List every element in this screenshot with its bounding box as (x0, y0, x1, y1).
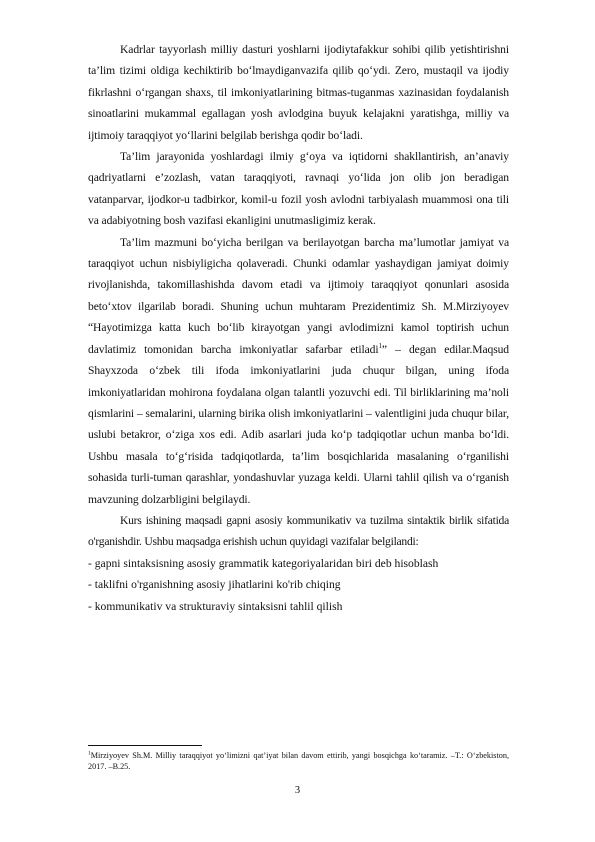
paragraph-1: Kadrlar tayyorlash milliy dasturi yoshlarni ijodiytafakkur sohibi qilib yetishtirishni ta’lim tizimi oldiga kechiktirib bo‘lmaydiganvazifa qilib qo‘ydi. Zero, mustaqil va ijodiy fikrlashni o‘rgangan shaxs, til imkoniyatlarining bitmas-tuganmas xazinasidan foydalanish sinoatlarini mukammal egallagan yosh avlodgina buyuk kelajakni yaratishga, milliy va ijtimoiy taraqqiyot yo‘llarini belgilab berishga qodir bo‘ladi. (88, 43, 509, 142)
footnote-marker: 1 (88, 750, 91, 757)
footnote-divider (88, 745, 202, 746)
task-item: - gapni sintaksisning asosiy grammatik kategoriyalaridan biri deb hisoblash (88, 556, 439, 570)
paragraph-3 (88, 232, 509, 510)
paragraph-2: Ta’lim jarayonida yoshlardagi ilmiy g‘oya va iqtidorni shakllantirish, an’anaviy qadriyatlarni e’zozlash, vatan taraqqiyoti, ravnaqi yo‘lida jon olib jon beradigan vatanparvar, ijodkor-u tadbirkor, komil-u fozil yosh avlodni tarbiyalash muammosi ona tili va adabiyotning bosh vazifasi ekanligini unutmasligimiz kerak. (88, 150, 509, 228)
footnote-text: Mirziyoyev Sh.M. Milliy taraqqiyot yo‘limizni qat’iyat bilan davom ettirib, yangi bosqichga ko‘taramiz. –T.: O‘zbekiston, 2017. –B.25. (88, 751, 509, 771)
footnote-reference: 1 (378, 341, 382, 350)
footnote (88, 751, 509, 772)
paragraph-3-part-2: ” – degan edilar.Maqsud Shayxzoda o‘zbek tili ifoda imkoniyatlarini juda chuqur bilgan, uning ifoda imkoniyatlaridan mohirona foydalana olgan talantli yozuvchi edi. Til birliklarining ma’noli qismlarini – semalarini, ularning birika olish imkoniyatlarini – valentligini juda chuqur bilar, uslubi betakror, o‘ziga xos edi. Adib asarlari juda ko‘p tadqiqotlar uchun manba bo‘ldi. Ushbu masala to‘g‘risida tadqiqotlarda, ta’lim bosqichlarida masalaning o‘rganilishi sohasida turli-tuman qarashlar, yondashuvlar yuzaga keldi. Ularni tahlil qilish va o‘rganish mavzuning dolzarbligini belgilaydi. (88, 342, 509, 506)
task-item: - taklifni o'rganishning asosiy jihatlarini ko'rib chiqing (88, 578, 341, 592)
paragraph-4: Kurs ishining maqsadi gapni asosiy kommunikativ va tuzilma sintaktik birlik sifatida o'rganishdir. Ushbu maqsadga erishish uchun quyidagi vazifalar belgilandi: (88, 513, 509, 549)
task-item: - kommunikativ va strukturaviy sintaksisni tahlil qilish (88, 599, 343, 613)
page-number: 3 (294, 785, 301, 796)
body-text (88, 39, 509, 617)
paragraph-3-part-1: Ta’lim mazmuni bo‘yicha berilgan va berilayotgan barcha ma’lumotlar jamiyat va taraqqiyot uchun nisbiyligicha qolaveradi. Chunki odamlar yashaydigan jamiyat doimiy rivojlanishda, takomillashishda davom etadi va ijtimoiy taraqqiyot qonunlari asosida beto‘xtov ilgarilab boradi. Shuning uchun muhtaram Prezidentimiz Sh. M.Mirziyoyev “Hayotimizga katta kuch bo‘lib kirayotgan yangi avlodimizni kamol toptirish uchun davlatimiz tomonidan barcha imkoniyatlar safarbar etiladi (88, 235, 509, 356)
